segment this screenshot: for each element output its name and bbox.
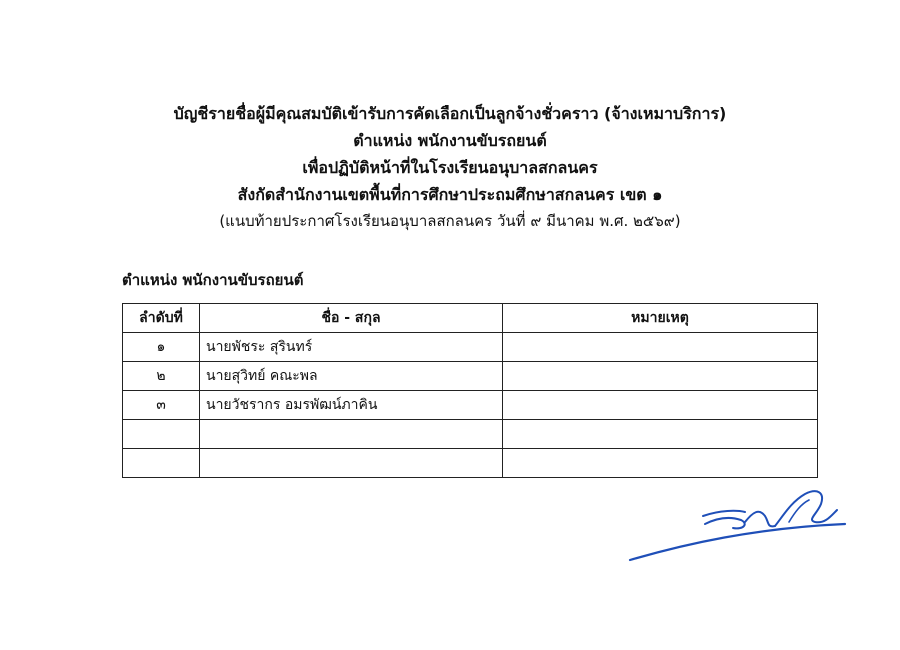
row-order: ๓	[123, 391, 200, 420]
row-remark	[503, 333, 818, 362]
row-name: นายสุวิทย์ คณะพล	[200, 362, 503, 391]
column-header-order: ลำดับที่	[123, 304, 200, 333]
table-row	[123, 333, 818, 362]
table-row	[123, 449, 818, 478]
header-position: ตำแหน่ง พนักงานขับรถยนต์	[353, 131, 547, 150]
table-row	[123, 362, 818, 391]
candidate-table	[122, 303, 818, 478]
row-name	[200, 449, 503, 478]
row-remark	[503, 391, 818, 420]
header-attachment-note: (แนบท้ายประกาศโรงเรียนอนุบาลสกลนคร วันที่ ๙ มีนาคม พ.ศ. ๒๕๖๙)	[219, 212, 681, 230]
row-remark	[503, 362, 818, 391]
handwritten-signature	[625, 482, 855, 567]
row-order	[123, 420, 200, 449]
column-header-remark: หมายเหตุ	[503, 304, 818, 333]
table-header-row	[123, 304, 818, 333]
document-header	[0, 100, 900, 235]
header-title: บัญชีรายชื่อผู้มีคุณสมบัติเข้ารับการคัดเลือกเป็นลูกจ้างชั่วคราว (จ้างเหมาบริการ)	[173, 104, 727, 123]
column-header-name: ชื่อ - สกุล	[200, 304, 503, 333]
header-affiliation: สังกัดสำนักงานเขตพื้นที่การศึกษาประถมศึกษาสกลนคร เขต ๑	[237, 185, 663, 204]
row-order	[123, 449, 200, 478]
row-name: นายวัชรากร อมรพัฒน์ภาคิน	[200, 391, 503, 420]
row-name	[200, 420, 503, 449]
position-label: ตำแหน่ง พนักงานขับรถยนต์	[122, 271, 304, 289]
row-order: ๒	[123, 362, 200, 391]
row-name: นายพัชระ สุรินทร์	[200, 333, 503, 362]
header-purpose: เพื่อปฏิบัติหน้าที่ในโรงเรียนอนุบาลสกลนคร	[302, 158, 598, 177]
row-remark	[503, 449, 818, 478]
row-remark	[503, 420, 818, 449]
table-row	[123, 420, 818, 449]
table-row	[123, 391, 818, 420]
row-order: ๑	[123, 333, 200, 362]
